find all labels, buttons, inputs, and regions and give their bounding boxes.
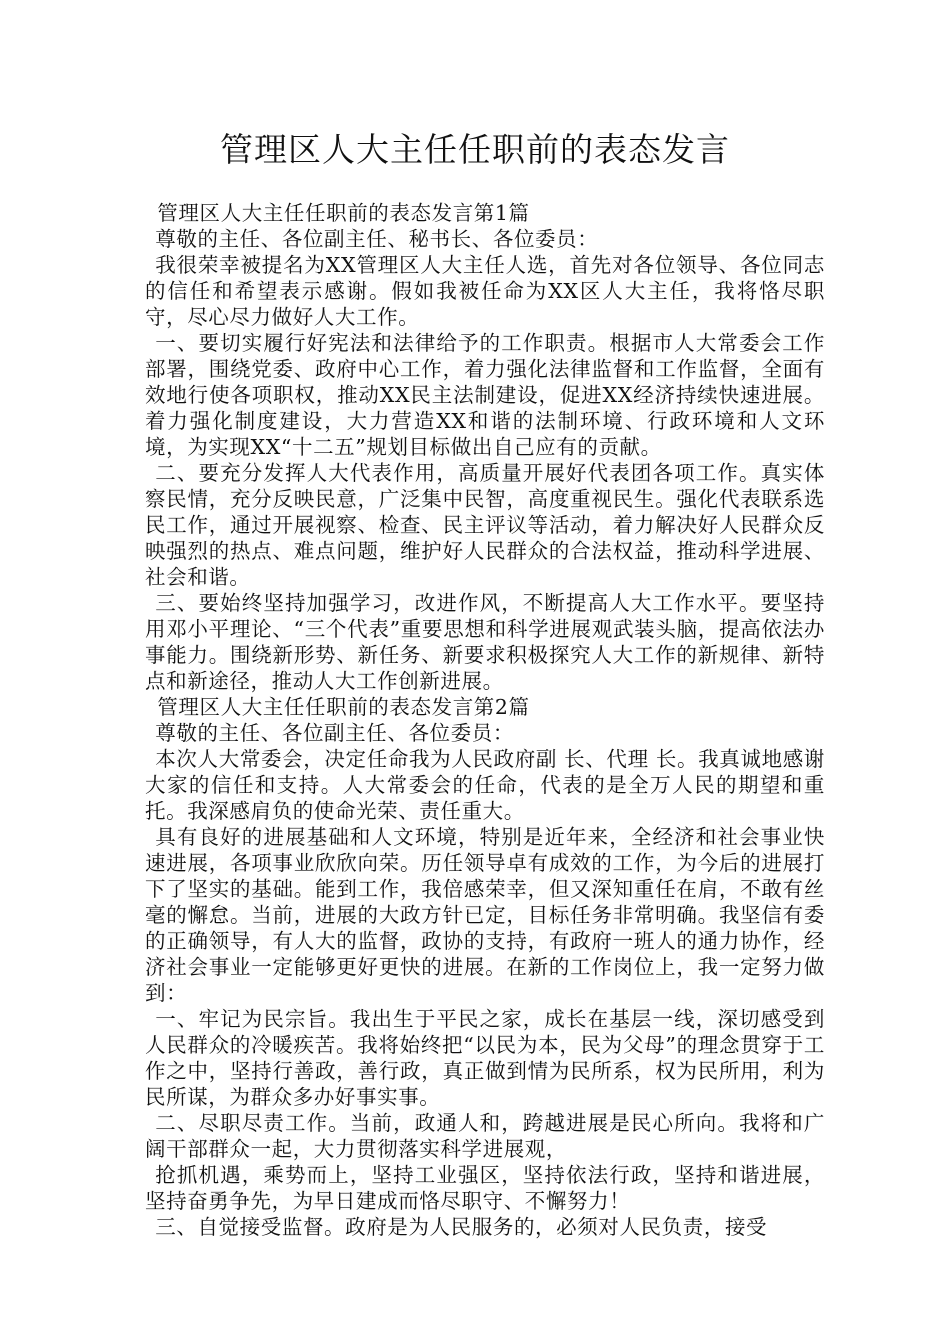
paragraph: 一、要切实履行好宪法和法律给予的工作职责。根据市人大常委会工作部署，围绕党委、政府中心工作，着力强化法律监督和工作监督，全面有效地行使各项职权，推动XX民主法制建设，促进XX经济持续快速进展。着力强化制度建设，大力营造XX和谐的法制环境、行政环境和人文环境，为实现XX“十二五”规划目标做出自己应有的贡献。 [145, 331, 825, 459]
salutation-2: 尊敬的主任、各位副主任、各位委员： [155, 721, 514, 745]
section-heading-2: 管理区人大主任任职前的表态发言第2篇 [157, 695, 530, 719]
paragraph: 具有良好的进展基础和人文环境，特别是近年来，全经济和社会事业快速进展，各项事业欣欣向荣。历任领导卓有成效的工作，为今后的进展打下了坚实的基础。能到工作，我倍感荣幸，但又深知重任在肩，不敢有丝毫的懈怠。当前，进展的大政方针已定，目标任务非常明确。我坚信有委的正确领导，有人大的监督，政协的支持，有政府一班人的通力协作，经济社会事业一定能够更好更快的进展。在新的工作岗位上，我一定努力做到： [145, 825, 825, 1005]
document-title: 管理区人大主任任职前的表态发言 [220, 130, 730, 169]
paragraph: 二、尽职尽责工作。当前，政通人和，跨越进展是民心所向。我将和广阔干部群众一起，大力贯彻落实科学进展观， [145, 1111, 825, 1161]
paragraph: 抢抓机遇，乘势而上，坚持工业强区，坚持依法行政，坚持和谐进展，坚持奋勇争先，为早日建成而恪尽职守、不懈努力！ [145, 1163, 825, 1213]
paragraph: 三、要始终坚持加强学习，改进作风，不断提高人大工作水平。要坚持用邓小平理论、“三个代表”重要思想和科学进展观武装头脑，提高依法办事能力。围绕新形势、新任务、新要求积极探究人大工作的新规律、新特点和新途径，推动人大工作创新进展。 [145, 591, 825, 693]
paragraph: 我很荣幸被提名为XX管理区人大主任人选，首先对各位领导、各位同志的信任和希望表示感谢。假如我被任命为XX区人大主任，我将恪尽职守，尽心尽力做好人大工作。 [145, 253, 825, 329]
paragraph: 一、牢记为民宗旨。我出生于平民之家，成长在基层一线，深切感受到人民群众的冷暖疾苦。我将始终把“以民为本，民为父母”的理念贯穿于工作之中，坚持行善政，善行政，真正做到情为民所系，权为民所用，利为民所谋，为群众多办好事实事。 [145, 1007, 825, 1109]
paragraph: 三、自觉接受监督。政府是为人民服务的，必须对人民负责，接受 [155, 1215, 768, 1239]
paragraph: 本次人大常委会，决定任命我为人民政府副 长、代理 长。我真诚地感谢大家的信任和支持。人大常委会的任命，代表的是全万人民的期望和重托。我深感肩负的使命光荣、责任重大。 [145, 747, 825, 823]
paragraph: 二、要充分发挥人大代表作用，高质量开展好代表团各项工作。真实体察民情，充分反映民意，广泛集中民智，高度重视民生。强化代表联系选民工作，通过开展视察、检查、民主评议等活动，着力解决好人民群众反映强烈的热点、难点问题，维护好人民群众的合法权益，推动科学进展、社会和谐。 [145, 461, 825, 589]
section-heading-1: 管理区人大主任任职前的表态发言第1篇 [157, 201, 530, 225]
document-body [145, 200, 825, 1240]
salutation-1: 尊敬的主任、各位副主任、秘书长、各位委员： [155, 227, 599, 251]
